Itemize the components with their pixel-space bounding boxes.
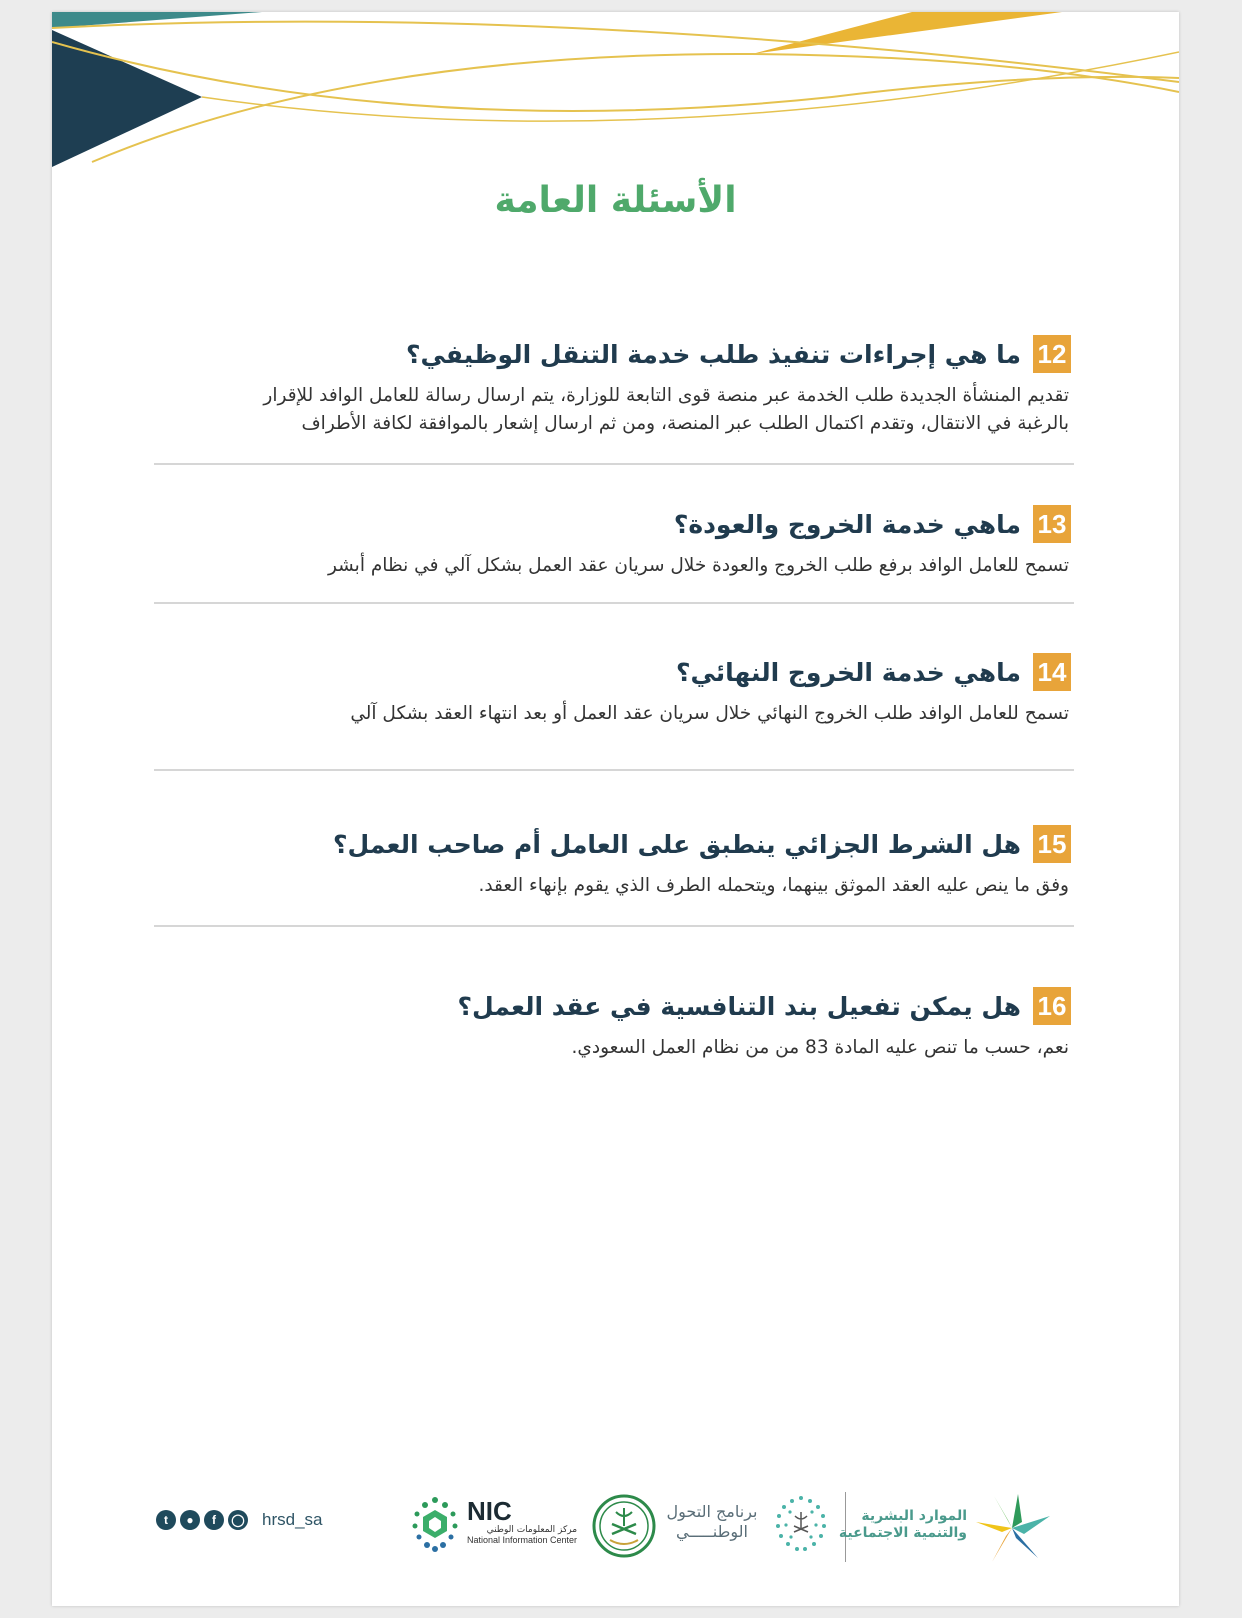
nic-english-name: National Information Center xyxy=(467,1535,578,1545)
answer-text xyxy=(151,700,1071,728)
question-number-badge: 14 xyxy=(1033,653,1071,691)
answer-line: نعم، حسب ما تنص عليه المادة 83 من من نظام العمل السعودي. xyxy=(571,1037,1069,1058)
footer-logos xyxy=(52,1492,1179,1572)
ministry-star-icon xyxy=(972,1492,1052,1564)
header-decoration xyxy=(52,12,1179,182)
answer-line: تقديم المنشأة الجديدة طلب الخدمة عبر منصة قوى التابعة للوزارة، يتم ارسال رسالة للعامل الوافد للإقرار xyxy=(263,385,1069,406)
facebook-icon[interactable]: f xyxy=(204,1510,224,1530)
answer-text xyxy=(151,552,1071,580)
ministry-line-1: الموارد البشرية xyxy=(861,1508,967,1524)
faq-item xyxy=(151,332,1071,438)
faq-item xyxy=(151,502,1071,580)
answer-line: بالرغبة في الانتقال، وتقدم اكتمال الطلب عبر المنصة، ومن ثم ارسال إشعار بالموافقة لكافة الأطراف xyxy=(301,413,1069,434)
answer-line: وفق ما ينص عليه العقد الموثق بينهما، ويتحمله الطرف الذي يقوم بإنهاء العقد. xyxy=(478,875,1069,896)
nic-hex-icon xyxy=(407,1492,463,1554)
question-row xyxy=(151,822,1071,866)
answer-text xyxy=(151,382,1071,438)
question-row xyxy=(151,650,1071,694)
question-row xyxy=(151,332,1071,376)
snapchat-icon[interactable]: ● xyxy=(180,1510,200,1530)
faq-item xyxy=(151,984,1071,1062)
answer-text xyxy=(151,872,1071,900)
nic-text xyxy=(467,1496,577,1545)
divider xyxy=(154,602,1074,604)
question-row xyxy=(151,502,1071,546)
nic-abbr: NIC xyxy=(467,1496,512,1526)
ministry-line-2: والتنمية الاجتماعية xyxy=(838,1525,967,1541)
page-title: الأسئلة العامة xyxy=(494,180,737,221)
ministry-logo-text xyxy=(827,1508,967,1542)
social-links xyxy=(156,1510,322,1530)
nic-logo xyxy=(407,1492,587,1562)
question-number-badge: 12 xyxy=(1033,335,1071,373)
vision-2030-icon xyxy=(770,1492,832,1558)
social-handle[interactable]: hrsd_sa xyxy=(262,1510,323,1529)
answer-line: تسمح للعامل الوافد طلب الخروج النهائي خلال سريان عقد العمل أو بعد انتهاء العقد بشكل آلي xyxy=(350,703,1069,724)
faq-item xyxy=(151,650,1071,728)
question-number-badge: 13 xyxy=(1033,505,1071,543)
question-text: ماهي خدمة الخروج النهائي؟ xyxy=(675,657,1021,687)
page xyxy=(52,12,1179,1606)
question-text: هل يمكن تفعيل بند التنافسية في عقد العمل؟ xyxy=(457,991,1021,1021)
nic-arabic-name: مركز المعلومات الوطني xyxy=(486,1525,578,1535)
instagram-icon[interactable]: ◯ xyxy=(228,1510,248,1530)
faq-item xyxy=(151,822,1071,900)
program-logo-text xyxy=(652,1502,772,1542)
question-text: هل الشرط الجزائي ينطبق على العامل أم صاحب العمل؟ xyxy=(332,829,1021,859)
program-line-2: الوطنـــــي xyxy=(676,1522,748,1541)
answer-line: تسمح للعامل الوافد برفع طلب الخروج والعودة خلال سريان عقد العمل بشكل آلي في نظام أبشر xyxy=(327,555,1069,576)
question-number-badge: 16 xyxy=(1033,987,1071,1025)
question-number-badge: 15 xyxy=(1033,825,1071,863)
government-emblem-icon xyxy=(592,1494,656,1558)
question-text: ما هي إجراءات تنفيذ طلب خدمة التنقل الوظيفي؟ xyxy=(406,339,1021,369)
program-line-1: برنامج التحول xyxy=(666,1502,758,1521)
divider xyxy=(154,769,1074,771)
question-row xyxy=(151,984,1071,1028)
twitter-icon[interactable]: t xyxy=(156,1510,176,1530)
divider xyxy=(154,463,1074,465)
divider xyxy=(154,925,1074,927)
question-text: ماهي خدمة الخروج والعودة؟ xyxy=(673,509,1021,539)
answer-text xyxy=(151,1034,1071,1062)
